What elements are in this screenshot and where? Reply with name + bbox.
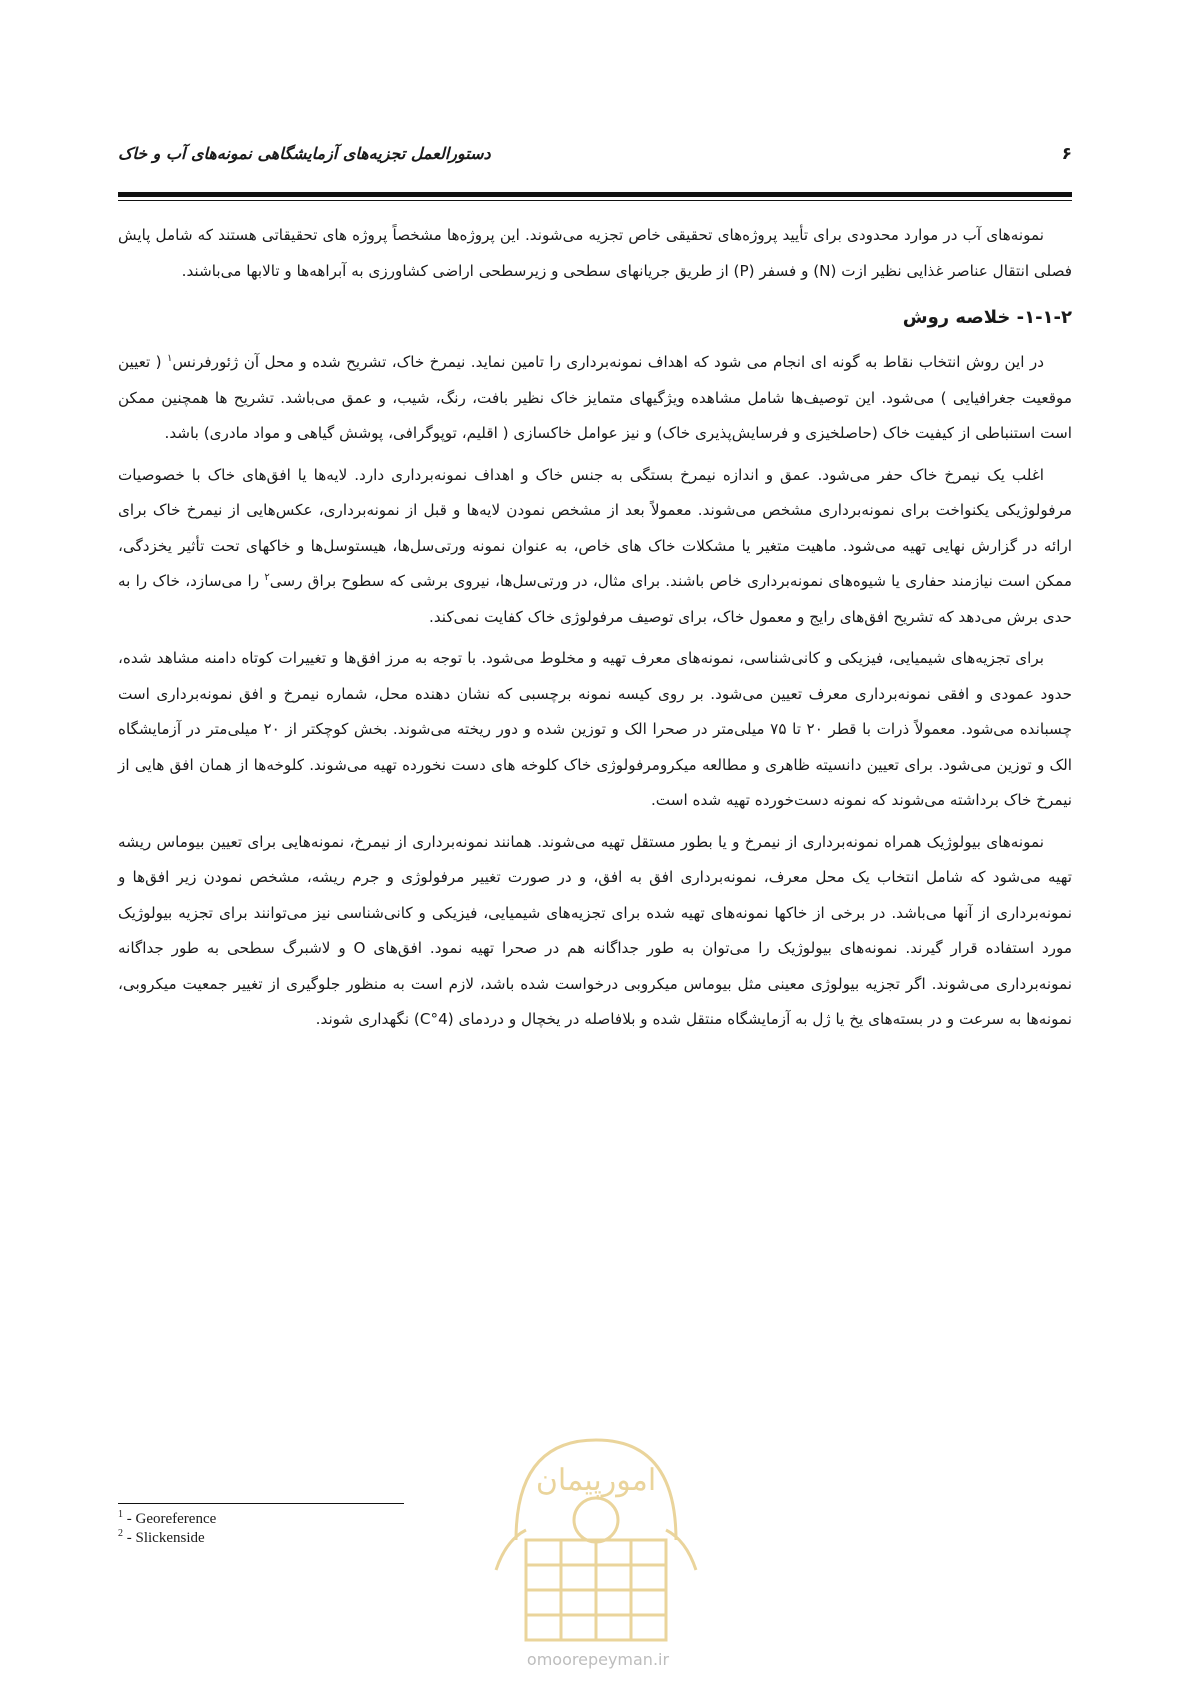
section-heading: ۱-۱-۲- خلاصه روش bbox=[902, 307, 1072, 328]
paragraph-profile-part1: اغلب یک نیمرخ خاک حفر می‌شود. عمق و اندازه نیمرخ بستگی به جنس خاک و اهداف نمونه‌برداری دارد. لایه‌ها یا افق‌های خاک با خصوصیات مرفولوژیکی یکنواخت برای نمونه‌برداری مشخص می‌شوند. معمولاً بعد از مشخص نمودن لایه‌ها و قبل از نمونه‌برداری، عکس‌هایی از نیمرخ خاک برای ارائه در گزارش نهایی تهیه می‌شود. ماهیت متغیر یا مشکلات خاک های خاص، به عنوان نمونه ورتی‌سل‌ها، هیستوسل‌ها و خاکهای تحت تأثیر یخزدگی، ممکن است نیازمند حفاری یا شیوه‌های نمونه‌برداری خاص باشند. برای مثال، در ورتی‌سل‌ها، نیروی برشی که سطوح براق رسی bbox=[118, 465, 1073, 590]
paragraph-profile bbox=[118, 458, 1072, 636]
paragraph-profile-part2: را می‌سازد، خاک را به حدی برش می‌دهد که تشریح افق‌های رایج و معمول خاک، برای توصیف مرفولوژی خاک کفایت نمی‌کند. bbox=[118, 572, 1072, 626]
footnote-number: 1 bbox=[118, 1509, 123, 1520]
paragraph-biological-samples: نمونه‌های بیولوژیک همراه نمونه‌برداری از نیمرخ و یا بطور مستقل تهیه می‌شوند. همانند نمونه‌برداری از نیمرخ، نمونه‌هایی برای تعیین بیوماس ریشه تهیه می‌شود که شامل انتخاب یک محل معرف، نمونه‌برداری افق به افق، و در صورت تغییر مرفولوژی و جرم ریشه، مشخص نمودن زیر افق‌ها و نمونه‌برداری از آنها می‌باشد. در برخی از خاکها نمونه‌های تهیه شده برای تجزیه‌های شیمیایی، فیزیکی و کانی‌شناسی نیز می‌توانند برای تجزیه بیولوژیک مورد استفاده قرار گیرند. نمونه‌های بیولوژیک را می‌توان به طور جداگانه هم در صحرا تهیه نمود. افق‌های O و لاشبرگ سطحی به طور جداگانه نمونه‌برداری می‌شوند. اگر تجزیه بیولوژی معینی مثل بیوماس میکروبی درخواست شده باشد، لازم است به منظور جلوگیری از تغییر جمعیت میکروبی، نمونه‌ها به سرعت و در بسته‌های یخ یا ژل به آزمایشگاه منتقل شده و بلافاصله در یخچال و دردمای (4°C) نگهداری شوند. bbox=[118, 832, 1072, 1028]
header-rule-thick bbox=[118, 192, 1072, 197]
paragraph-method-summary-part1: در این روش انتخاب نقاط به گونه ای انجام می شود که اهداف نمونه‌برداری را تامین نماید. نیمرخ خاک، تشریح شده و محل آن ژئورفرنس bbox=[172, 353, 1044, 371]
footnote-text: - Slickenside bbox=[123, 1530, 205, 1546]
watermark-site-text: omoorepeyman.ir bbox=[526, 1650, 670, 1669]
page-number: ۶ bbox=[1061, 144, 1072, 164]
main-content bbox=[118, 218, 1072, 1044]
footnote-item bbox=[118, 1510, 216, 1529]
footnote-text: - Georeference bbox=[123, 1511, 217, 1527]
footnote-rule bbox=[118, 1503, 404, 1504]
paragraph-chemical-analysis: برای تجزیه‌های شیمیایی، فیزیکی و کانی‌شناسی، نمونه‌های معرف تهیه و مخلوط می‌شود. با توجه به مرز افق‌ها و تغییرات کوتاه دامنه مشاهد شده، حدود عمودی و افقی نمونه‌برداری معرف تعیین می‌شود. بر روی کیسه نمونه برچسبی که نشان دهنده محل، شماره نیمرخ و افق نمونه‌برداری است چسبانده می‌شود. معمولاً ذرات با قطر ۲۰ تا ۷۵ میلی‌متر در صحرا الک و توزین شده و دور ریخته می‌شوند. بخش کوچکتر از ۲۰ میلی‌متر در آزمایشگاه الک و توزین می‌شود. برای تعیین دانسیته ظاهری و مطالعه میکرومرفولوژی خاک کلوخه های دست نخورده تهیه می‌شوند. کلوخه‌ها از همان افق هایی از نیمرخ خاک برداشته می‌شوند که نمونه دست‌خورده تهیه شده است. bbox=[118, 649, 1072, 809]
footnote-item bbox=[118, 1529, 216, 1548]
footnote-ref-2[interactable]: ۲ bbox=[264, 571, 270, 583]
paragraph-method-summary bbox=[118, 345, 1072, 452]
watermark-logo bbox=[486, 1420, 706, 1660]
header-rule-thin bbox=[118, 200, 1072, 201]
page-header bbox=[118, 140, 1072, 180]
running-title: دستورالعمل تجزیه‌های آزمایشگاهی نمونه‌های آب و خاک bbox=[118, 144, 491, 163]
footnote-number: 2 bbox=[118, 1528, 123, 1539]
paragraph-intro: نمونه‌های آب در موارد محدودی برای تأیید پروژه‌های تحقیقی خاص تجزیه می‌شوند. این پروژه‌ها مشخصاً پروژه های تحقیقاتی هستند که شامل پایش فصلی انتقال عناصر غذایی نظیر ازت (N) و فسفر (P) از طریق جریانهای سطحی و زیرسطحی اراضی کشاورزی به آبراهه‌ها و تالابها می‌باشند. bbox=[118, 226, 1072, 280]
watermark-logo-text: امورپیمان bbox=[535, 1463, 657, 1498]
footnote-ref-1[interactable]: ۱ bbox=[167, 352, 173, 364]
footnotes bbox=[118, 1510, 216, 1548]
paragraph-method-summary-part2: ( تعیین موقعیت جغرافیایی ) می‌شود. این توصیف‌ها شامل مشاهده ویژگیهای متمایز خاک نظیر بافت، رنگ، شیب، و عمق می‌باشد. تشریح ها همچنین ممکن است استنباطی از کیفیت خاک (حاصلخیزی و فرسایش‌پذیری خاک) و نیز عوامل خاکسازی ( اقلیم، توپوگرافی، پوشش گیاهی و مواد مادری) باشد. bbox=[118, 353, 1072, 442]
